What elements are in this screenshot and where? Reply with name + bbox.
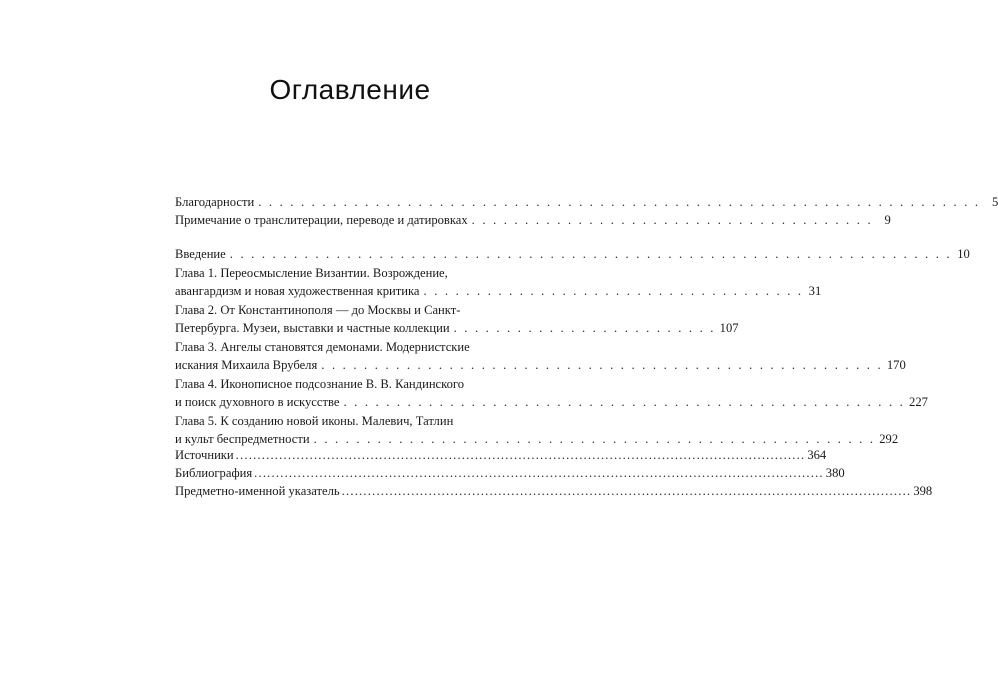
toc-entry-page: 9 — [884, 213, 891, 227]
toc-entry-bibliography — [175, 464, 845, 482]
toc-entry-transliteration-note — [175, 211, 891, 229]
toc-entry-label: Введение — [175, 247, 226, 261]
toc-entry-title-line: Глава 5. К созданию новой иконы. Малевич, Татлин — [175, 414, 454, 428]
toc-entry-label: Благодарности — [175, 195, 255, 209]
toc-entry-page: 10 — [957, 247, 970, 261]
toc-entry-page: 31 — [808, 284, 822, 298]
toc-entry-page: 364 — [807, 448, 827, 462]
toc-entry-index — [175, 482, 933, 500]
dot-leader: . . . . . . . . . . . . . . . . . . . . . . . . . . . . . . . . . . . . — [423, 284, 804, 298]
toc-entry-label: Источники — [175, 448, 234, 462]
dot-leader: . . . . . . . . . . . . . . . . . . . . . . . . . . . . . . . . . . . . . . . . . . . . . . . . . . . . . — [321, 358, 883, 372]
toc-entry-title-line: Глава 2. От Константинополя — до Москвы и Санкт- — [175, 303, 461, 317]
dot-leader: ................................................................................................................................... — [254, 466, 824, 480]
dot-leader: . . . . . . . . . . . . . . . . . . . . . . . . . . . . . . . . . . . . . . — [471, 213, 873, 227]
toc-entry-label: Предметно-именной указатель — [175, 484, 340, 498]
toc-entry-chapter-3 — [175, 338, 906, 374]
toc-entry-page: 380 — [825, 466, 845, 480]
toc-entry-label: Примечание о транслитерации, переводе и датировках — [175, 213, 468, 227]
dot-leader: ................................................................................................................................... — [235, 448, 806, 462]
toc-entry-sources — [175, 446, 827, 464]
page-title: Оглавление — [269, 74, 431, 105]
toc-entry-page: 5 — [991, 195, 998, 209]
toc-entry-introduction — [175, 245, 970, 263]
toc-entry-page: 107 — [719, 321, 739, 335]
toc-entry-title-line: Глава 1. Переосмысление Византии. Возрождение, — [175, 266, 448, 280]
toc-front-section — [175, 193, 998, 229]
toc-entry-label: и культ беспредметности — [175, 432, 310, 446]
toc-entry-page: 398 — [913, 484, 933, 498]
dot-leader: . . . . . . . . . . . . . . . . . . . . . . . . . . . . . . . . . . . . . . . . . . . . . . . . . . . . . . . . . . . . . . . . . . . . — [258, 195, 981, 209]
toc-entry-chapter-2 — [175, 301, 739, 337]
toc-entry-label: Петербурга. Музеи, выставки и частные коллекции — [175, 321, 450, 335]
toc-entry-label: авангардизм и новая художественная критика — [175, 284, 420, 298]
dot-leader: . . . . . . . . . . . . . . . . . . . . . . . . . — [453, 321, 716, 335]
dot-leader: . . . . . . . . . . . . . . . . . . . . . . . . . . . . . . . . . . . . . . . . . . . . . . . . . . . . . . . . . . . . . . . . . . . . — [229, 247, 952, 261]
toc-back-section — [175, 446, 933, 500]
toc-entry-label: и поиск духовного в искусстве — [175, 395, 340, 409]
toc-entry-chapter-4 — [175, 375, 928, 411]
toc-entry-page: 292 — [879, 432, 899, 446]
dot-leader: ................................................................................................................................... — [341, 484, 912, 498]
dot-leader: . . . . . . . . . . . . . . . . . . . . . . . . . . . . . . . . . . . . . . . . . . . . . . . . . . . . . — [343, 395, 906, 409]
toc-entry-chapter-1 — [175, 264, 822, 300]
toc-entry-label: искания Михаила Врубеля — [175, 358, 318, 372]
toc-entry-label: Библиография — [175, 466, 253, 480]
toc-entry-page: 170 — [886, 358, 906, 372]
toc-entry-page: 227 — [909, 395, 928, 409]
toc-entry-acknowledgements — [175, 193, 998, 211]
toc-entry-title-line: Глава 3. Ангелы становятся демонами. Модернистские — [175, 340, 470, 354]
toc-entry-chapter-5 — [175, 412, 899, 448]
toc-entry-title-line: Глава 4. Иконописное подсознание В. В. Кандинского — [175, 377, 465, 391]
toc-main-section — [175, 245, 970, 448]
dot-leader: . . . . . . . . . . . . . . . . . . . . . . . . . . . . . . . . . . . . . . . . . . . . . . . . . . . . . — [313, 432, 876, 446]
